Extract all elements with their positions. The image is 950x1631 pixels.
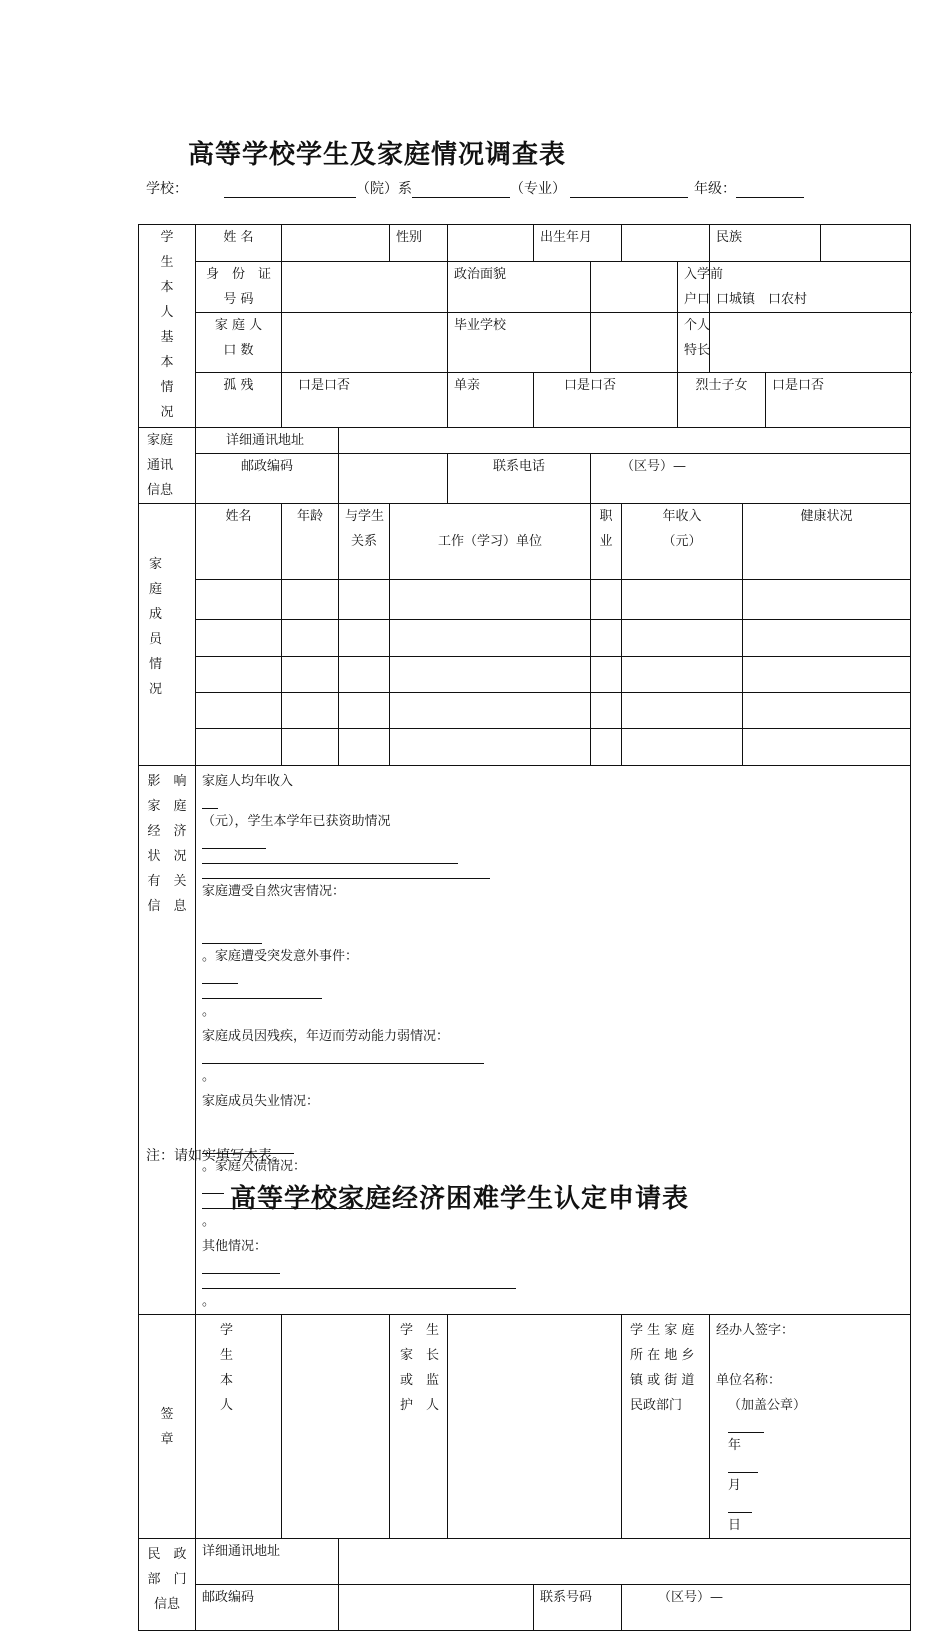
member-row: [139, 620, 911, 657]
name-field[interactable]: [282, 225, 390, 262]
grade-field[interactable]: [736, 181, 804, 198]
second-title: 高等学校家庭经济困难学生认定申请表: [230, 1184, 690, 1214]
contact-postcode-label: 邮政编码: [196, 454, 339, 504]
col-income: 年收入 （元）: [622, 504, 743, 580]
id-field[interactable]: [282, 262, 448, 313]
page-title: 高等学校学生及家庭情况调查表: [188, 140, 567, 170]
single-parent-options[interactable]: 口是口否: [534, 373, 678, 428]
footnote: 注：请如实填写本表。: [146, 1148, 286, 1164]
contact-section-label: 家庭 通讯 信息: [139, 428, 196, 504]
contact-postcode-field[interactable]: [339, 454, 448, 504]
col-work: 工作（学习）单位: [390, 504, 591, 580]
ethnicity-label: 民族: [710, 225, 821, 262]
major-field[interactable]: [570, 181, 688, 198]
sign-civil-field[interactable]: 经办人签字： 单位名称： （加盖公章） 年 月 日: [710, 1315, 911, 1539]
civil-section-label: 民 政 部 门 信息: [139, 1539, 196, 1631]
member-row: [139, 693, 911, 729]
birth-field[interactable]: [622, 225, 710, 262]
school-field[interactable]: [224, 181, 356, 198]
member-row: [139, 729, 911, 766]
civil-phone-label: 联系号码: [534, 1585, 622, 1631]
sign-student-label: 学 生 本 人: [196, 1315, 282, 1539]
gender-label: 性别: [390, 225, 448, 262]
family-size-field[interactable]: [282, 313, 448, 373]
factors-section-label: 影 响 家 庭 经 济 状 况 有 关 信 息: [139, 766, 196, 1315]
member-row: [139, 657, 911, 693]
sign-section-label: 签 章: [139, 1315, 196, 1539]
martyr-options[interactable]: 口是口否: [766, 373, 911, 428]
political-field[interactable]: [591, 262, 678, 313]
civil-phone-field[interactable]: （区号）—: [622, 1585, 911, 1631]
sign-student-field[interactable]: [282, 1315, 390, 1539]
major-label: （专业）: [510, 181, 566, 197]
col-health: 健康状况: [743, 504, 911, 580]
contact-address-field[interactable]: [339, 428, 911, 454]
col-age: 年龄: [282, 504, 339, 580]
member-row: [139, 580, 911, 620]
dept-field[interactable]: [412, 181, 510, 198]
col-relation: 与学生 关系: [339, 504, 390, 580]
sign-guardian-label: 学 生 家 长 或 监 护 人: [390, 1315, 448, 1539]
header-line: [146, 178, 804, 198]
grad-school-field[interactable]: [591, 313, 678, 373]
members-section-label: 家 庭 成 员 情 况: [139, 504, 196, 766]
col-name: 姓名: [196, 504, 282, 580]
factors-content[interactable]: 家庭人均年收入 （元），学生本学年已获资助情况 家庭遭受自然灾害情况： 。家庭遭受突发意外事件： 。 家庭成员因残疾，年迈而劳动能力弱情况： 。 家庭成员失业情况： 。家庭欠债情况： 。 其他情况： 。: [196, 766, 911, 1315]
contact-phone-field[interactable]: （区号）—: [591, 454, 911, 504]
school-label: 学校：: [146, 181, 188, 197]
political-label: 政治面貌: [448, 262, 591, 313]
talent-label: 个人 特长: [678, 313, 710, 373]
survey-form: [138, 224, 911, 1631]
civil-address-label: 详细通讯地址: [196, 1539, 339, 1585]
birth-label: 出生年月: [534, 225, 622, 262]
sign-guardian-field[interactable]: [448, 1315, 622, 1539]
civil-postcode-field[interactable]: [339, 1585, 534, 1631]
contact-phone-label: 联系电话: [448, 454, 591, 504]
contact-address-label: 详细通讯地址: [196, 428, 339, 454]
ethnicity-field[interactable]: [821, 225, 911, 262]
civil-address-field[interactable]: [339, 1539, 911, 1585]
grade-label: 年级：: [694, 181, 736, 197]
civil-postcode-label: 邮政编码: [196, 1585, 339, 1631]
orphan-options[interactable]: 口是口否: [282, 373, 448, 428]
gender-field[interactable]: [448, 225, 534, 262]
grad-school-label: 毕业学校: [448, 313, 591, 373]
single-parent-label: 单亲: [448, 373, 534, 428]
orphan-label: 孤 残: [196, 373, 282, 428]
name-label: 姓 名: [196, 225, 282, 262]
basic-section-label: 学 生 本 人 基 本 情 况: [139, 225, 196, 428]
family-size-label: 家 庭 人 口 数: [196, 313, 282, 373]
dept-label: （院）系: [356, 181, 412, 197]
id-label: 身 份 证 号 码: [196, 262, 282, 313]
col-job: 职 业: [591, 504, 622, 580]
sign-civil-label: 学 生 家 庭 所 在 地 乡 镇 或 街 道 民政部门: [622, 1315, 710, 1539]
talent-field[interactable]: [710, 313, 911, 373]
hukou-options[interactable]: 口城镇 口农村: [710, 262, 911, 313]
hukou-label: 入学前 户口: [678, 262, 710, 313]
martyr-label: 烈士子女: [678, 373, 766, 428]
